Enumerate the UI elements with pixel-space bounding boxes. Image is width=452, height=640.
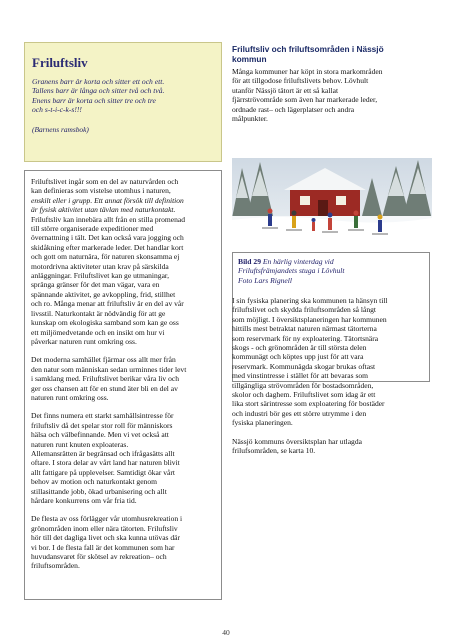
text-line: kunskap om ekologiska samband som kan ge oss	[31, 318, 179, 328]
photo-caption	[238, 257, 426, 285]
right-body-text	[232, 296, 430, 465]
text-line: ett miljömedvetande och en insikt om hur vi	[31, 327, 165, 337]
text-line: Friluftsliv kan innebära allt från en stilla promenad	[31, 214, 186, 224]
text-line: skolor och daghem. Friluftslivet som idag är ett	[232, 390, 376, 400]
winter-photo	[232, 158, 432, 248]
paragraph	[31, 355, 215, 402]
text-line: skogs - och grönområden är till största delen	[232, 343, 367, 353]
text-line: hittills mest betraktat naturen närmast tätorterna	[232, 324, 377, 334]
text-line: Det finns numera ett starkt samhällsintresse för	[31, 411, 174, 421]
text-line: lika stort särintresse som exploatering för bostäder	[232, 399, 385, 409]
paragraph	[232, 296, 430, 428]
text-line: Allemansrätten är begränsad och ifrågasätts allt	[31, 448, 175, 458]
text-line: och gott om naturnära, för naturen skonsamma ej	[31, 252, 180, 262]
text-line: kan definieras som vistelse utomhus i naturen,	[31, 186, 171, 196]
caption-line: Bild 29 En härlig vinterdag vid	[238, 257, 334, 266]
text-line: vi bor. I de flesta fall är det kommunen som har	[31, 542, 175, 552]
text-line: I sin fysiska planering ska kommunen ta hänsyn till	[232, 296, 388, 305]
text-line: huvudansvaret för skötsel av rekreation– och	[31, 552, 167, 562]
poem-credit: (Barnens ramsbok)	[32, 124, 89, 134]
text-line: De flesta av oss förlägger vår utomhusrekreation i	[31, 514, 183, 524]
text-line: hårdare konkurrens om vår fria tid.	[31, 496, 137, 505]
poem-line: Granens barr är korta och sitter ett och ett.	[32, 77, 165, 86]
text-line: kommunägt och köptes upp just för att vara	[232, 352, 364, 362]
left-text-box	[24, 170, 222, 600]
text-line: med vinstintresse i stället för att bevaras som	[232, 371, 369, 381]
caption-line: Friluftsfrämjandets stuga i Lövhult	[238, 266, 345, 276]
text-line: utanför Nässjö tätort är ett så kallat	[232, 85, 339, 95]
text-line: Friluftslivet ingår som en del av naturvården och	[31, 177, 179, 186]
text-line: livsstil. Naturkontakt är nödvändig för att ge	[31, 308, 166, 318]
text-line: enskilt eller i grupp. Ett annat försök till definition	[31, 195, 184, 205]
right-intro-paragraph	[232, 67, 432, 123]
poem	[32, 77, 214, 115]
text-line: målpunkter.	[232, 114, 268, 124]
text-line: i samklang med. Friluftslivet berikar våra liv och	[31, 374, 179, 384]
text-line: påverkar naturen runt omkring oss.	[31, 336, 137, 346]
paragraph	[232, 437, 430, 456]
heading-line: kommun	[232, 54, 267, 64]
text-line: ordnade rast– och lägerplatser och andra	[232, 104, 355, 114]
text-line: Många kommuner har köpt in stora markområden	[232, 67, 383, 76]
text-line: frilufsområden, se karta 10.	[232, 446, 316, 456]
paragraph	[31, 514, 215, 570]
paragraph	[31, 411, 215, 505]
text-line: till större organiserade expeditioner med	[31, 224, 154, 234]
text-line: övernattning i tält. Det kan också vara jogging och	[31, 233, 184, 243]
page-number: 40	[222, 628, 230, 637]
text-line: friluftslivet och skydda friluftsområden så långt	[232, 305, 376, 315]
text-line: och ro. Många menar att friluftsliv är en del av vår	[31, 299, 184, 309]
text-line: hälsa och välbefinnande. Men vi vet också att	[31, 430, 169, 440]
text-line: grönområden inom eller nära tätorten. Friluftsliv	[31, 523, 178, 533]
text-line: friluftsliv då det spelar stor roll för människors	[31, 420, 173, 430]
caption-area	[238, 257, 426, 285]
poem-line: Enens barr är korta och sitter tre och tre	[32, 95, 156, 105]
right-heading	[232, 44, 432, 64]
text-line: hör till det dagliga livet och ska kunna utövas där	[31, 533, 181, 543]
text-line: Nässjö kommuns översiktsplan har utlagda	[232, 436, 362, 446]
text-line: som möjligt. I översiktsplaneringen har kommunen	[232, 314, 387, 324]
text-line: anläggningar. Friluftslivet kan ge utmaningar,	[31, 271, 170, 281]
intro-box	[24, 42, 222, 162]
text-line: ger oss chansen att för en stund äter bli en del av	[31, 383, 178, 393]
text-line: fysiska planeringen.	[232, 418, 293, 428]
section-title: Friluftsliv	[32, 55, 88, 70]
poem-line: och s-t-i-c-k-s!!!	[32, 105, 82, 115]
text-line: spränga gränser för det man vägar, vara en	[31, 280, 160, 290]
text-line: naturen runt omkring oss.	[31, 392, 109, 402]
text-line: Det moderna samhället fjärmar oss allt mer från	[31, 355, 176, 365]
text-line: naturen runt knuten exploateras.	[31, 439, 129, 449]
text-line: som reservmark för ny exploatering. Tätortsnära	[232, 333, 379, 343]
text-line: oftare. I stora delar av vårt land har naturen blivit	[31, 458, 180, 468]
text-line: spännande aktivitet, ge avkoppling, frid, stillhet	[31, 289, 176, 299]
winter-scene-image	[232, 158, 432, 248]
text-line: tillgängliga strövområden för bostadsområden,	[232, 380, 374, 390]
text-line: är fysisk aktivitet utan tävlan med naturkontakt.	[31, 205, 176, 215]
heading-line: Friluftsliv och friluftsområden i Nässjö	[232, 44, 384, 54]
text-line: den natur som människan sedan urminnes tider levt	[31, 364, 187, 374]
paragraph	[31, 177, 215, 346]
text-line: och industri bör ges ett större utrymme i den	[232, 408, 367, 418]
text-line: fjärrströvområde som även har markerade leder,	[232, 95, 378, 105]
text-line: skidåkning efter markerade leder. Det handlar kort	[31, 242, 184, 252]
text-line: allt fattigare på upplevelser. Samtidigt ökar vårt	[31, 467, 175, 477]
poem-line: Tallens barr är långa och sitter två och två.	[32, 86, 165, 96]
text-line: behov av motion och naturkontakt genom	[31, 477, 157, 487]
caption-line: Foto Lars Rignell	[238, 275, 293, 285]
text-line: friluftsområden.	[31, 561, 80, 571]
text-line: för att tillgodose friluftslivets behov. Lövhult	[232, 76, 369, 86]
text-line: stillasittande jobb, ökad urbanisering och allt	[31, 486, 167, 496]
text-line: motordrivna aktiviteter utan krav på särskilda	[31, 261, 169, 271]
text-line: reservmark. Kommunägda skogar brukas oftast	[232, 361, 376, 371]
